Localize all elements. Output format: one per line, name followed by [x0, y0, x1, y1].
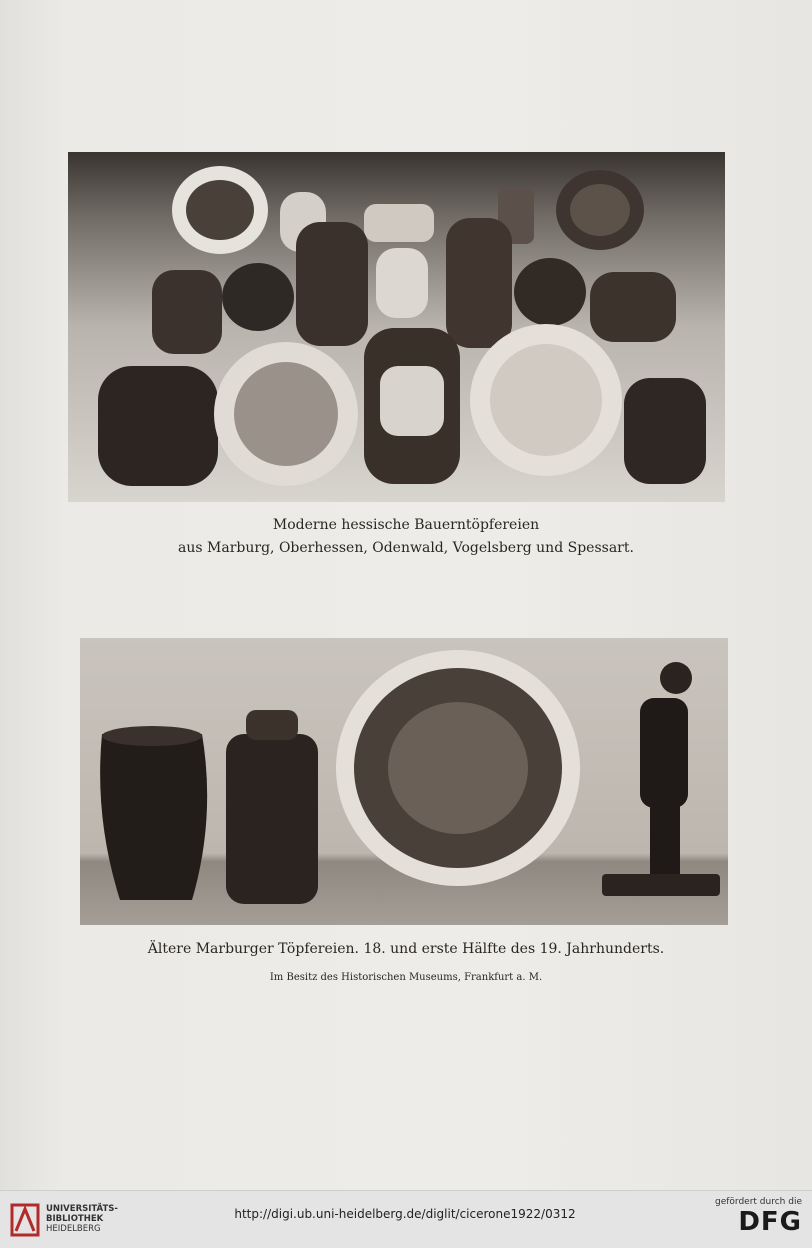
viewer-footer	[0, 1190, 812, 1248]
logo-text-line-2: BIBLIOTHEK	[46, 1214, 104, 1224]
caption-figure-2-line-2: Im Besitz des Historischen Museums, Frankfurt a. M.	[269, 972, 543, 983]
photo-modern-pottery	[68, 152, 725, 502]
library-seal-icon	[10, 1201, 40, 1239]
university-library-logo[interactable]	[10, 1201, 170, 1241]
logo-text-line-1: UNIVERSITÄTS-	[46, 1204, 118, 1214]
caption-figure-1-line-2: aus Marburg, Oberhessen, Odenwald, Vogelsberg und Spessart.	[178, 540, 634, 556]
caption-figure-2-line-1: Ältere Marburger Töpfereien. 18. und erste Hälfte des 19. Jahrhunderts.	[147, 941, 665, 957]
caption-figure-1-line-1: Moderne hessische Bauerntöpfereien	[272, 517, 540, 533]
permalink-url[interactable]: http://digi.ub.uni-heidelberg.de/diglit/cicerone1922/0312	[234, 1207, 576, 1221]
funder-name: DFG	[738, 1207, 802, 1237]
logo-text-line-3: HEIDELBERG	[46, 1224, 101, 1234]
photo-older-marburg-pottery	[80, 638, 728, 925]
funder-label: gefördert durch die	[715, 1197, 802, 1207]
funder-logo[interactable]	[702, 1197, 802, 1237]
